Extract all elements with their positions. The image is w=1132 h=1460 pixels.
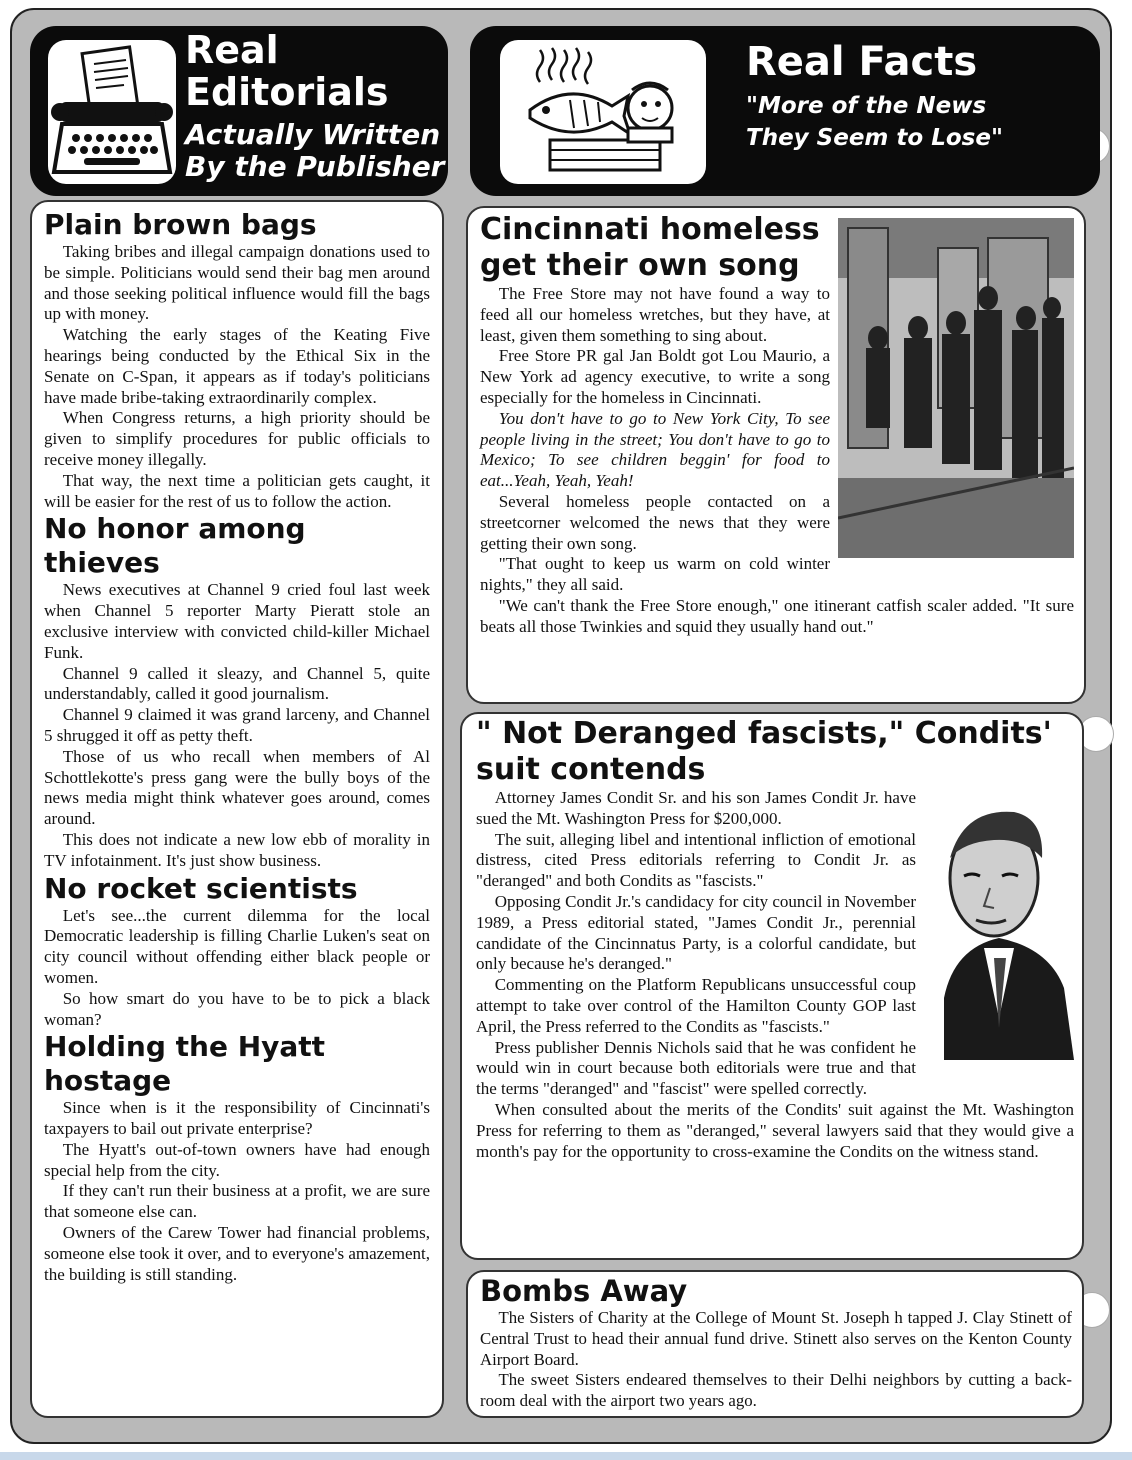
header-title-line2: Editorials xyxy=(185,70,389,114)
article-headline: Bombs Away xyxy=(480,1274,688,1308)
homeless-song-article xyxy=(466,206,1086,704)
facts-subtitle-line2: They Seem to Lose" xyxy=(746,125,1003,151)
article-paragraph: Attorney James Condit Sr. and his son James Condit Jr. have sued the Mt. Washington Press for $200,000. xyxy=(476,788,916,828)
article-paragraph: The Free Store may not have found a way to feed all our homeless wretches, but they have, at least, given them something to sing about. xyxy=(480,284,830,345)
article-paragraph: If they can't run their business at a profit, we are sure that someone else can. xyxy=(44,1181,430,1222)
article-paragraph: "We can't thank the Free Store enough," one itinerant catfish scaler added. "It sure beats all those Twinkies and squid they usually hand out." xyxy=(480,595,1074,636)
article-paragraph: Those of us who recall when members of Al Schottlekotte's press gang were the bully boys of the news media might think whatever goes around, comes around. xyxy=(44,746,430,829)
article-paragraph: Taking bribes and illegal campaign donations used to be simple. Politicians would send their bag men around and those seeking political influence would fill the bags up with money. xyxy=(44,242,430,324)
article-paragraph: Let's see...the current dilemma for the local Democratic leadership is filling Charlie Luken's seat on city council without offending either black people or women. xyxy=(44,905,430,987)
header-subtitle-line2: By the Publisher xyxy=(185,150,445,183)
article-paragraph: So how smart do you have to be to pick a black woman? xyxy=(44,988,430,1029)
article-headline: Holding the Hyatt hostage xyxy=(44,1030,326,1098)
article-paragraph: The Sisters of Charity at the College of Mount St. Joseph h tapped J. Clay Stinett of Central Trust to head their annual fund drive. Stinett also serves on the Kenton County Airport Board. xyxy=(480,1308,1072,1369)
article-paragraph: Opposing Condit Jr.'s candidacy for city council in November 1989, a Press editorial stated, "James Condit Jr., perennial candidate of the Cincinnatus Party, is a colorful candidate, but only because he's deranged." xyxy=(476,891,916,974)
editorials-panel xyxy=(30,200,444,1418)
article-paragraph: The sweet Sisters endeared themselves to their Delhi neighbors by cutting a back-room deal with the airport two years ago. xyxy=(480,1370,1072,1411)
article-paragraph: Watching the early stages of the Keating Five hearings being conducted by the Ethical Six in the Senate on C-Span, it appears as if today's politicians have made bribe-taking extraordinarily complex. xyxy=(44,325,430,407)
article-headline: Cincinnati homeless get their own song xyxy=(480,212,820,283)
man-portrait-photo xyxy=(924,788,1074,1060)
article-paragraph: Channel 9 claimed it was grand larceny, and Channel 5 shrugged it off as petty theft. xyxy=(44,705,430,745)
editorial-article xyxy=(44,208,430,512)
article-paragraph: When Congress returns, a high priority should be given to simplify procedures for public officials to receive money illegally. xyxy=(44,408,430,469)
fish-eating-boy-icon xyxy=(500,40,706,184)
article-paragraph: When consulted about the merits of the Condits' suit against the Mt. Washington Press for referring to them as "deranged," several lawyers said that they would give a month's pay for the opportunity to cross-examine the Condits on the witness stand. xyxy=(476,1099,1074,1161)
header-title-line1: Real xyxy=(185,28,279,72)
song-lyrics: You don't have to go to New York City, To see people living in the street; You don't have to go to Mexico; To see children beggin' for food to eat...Yeah, Yeah, Yeah! xyxy=(480,408,830,491)
article-paragraph: Owners of the Carew Tower had financial problems, someone else took it over, and to everyone's amazement, the building is still standing. xyxy=(44,1223,430,1284)
article-paragraph: This does not indicate a new low ebb of morality in TV infotainment. It's just show business. xyxy=(44,829,430,870)
editorial-article xyxy=(44,872,430,1031)
window-bottom-edge xyxy=(0,1452,1132,1460)
typewriter-icon xyxy=(48,40,176,184)
article-headline: No honor among thieves xyxy=(44,512,306,580)
article-paragraph: Press publisher Dennis Nichols said that he was confident he would win in court because both editorials were true and that the terms "deranged" and "fascist" were spelled correctly. xyxy=(476,1037,916,1099)
editorial-article xyxy=(44,512,430,871)
article-paragraph: Channel 9 called it sleazy, and Channel 5, quite understandably, called it good journalism. xyxy=(44,663,430,704)
article-paragraph: Several homeless people contacted on a streetcorner welcomed the news that they were getting their own song. xyxy=(480,491,830,553)
article-paragraph: Since when is it the responsibility of Cincinnati's taxpayers to bail out private enterprise? xyxy=(44,1098,430,1139)
article-headline: No rocket scientists xyxy=(44,871,358,905)
article-paragraph: That way, the next time a politician gets caught, it will be easier for the rest of us to follow the action. xyxy=(44,470,430,511)
homeless-people-photo xyxy=(838,218,1074,558)
article-headline: " Not Deranged fascists," Condits' suit contends xyxy=(476,716,1052,787)
bombs-away-article xyxy=(466,1270,1084,1418)
facts-title: Real Facts xyxy=(746,39,978,85)
editorials-header xyxy=(30,26,448,196)
article-paragraph: "That ought to keep us warm on cold winter nights," they all said. xyxy=(480,554,830,595)
header-subtitle-line1: Actually Written xyxy=(185,118,441,151)
condits-suit-article xyxy=(460,712,1084,1260)
article-headline: Plain brown bags xyxy=(44,208,317,241)
article-paragraph: Free Store PR gal Jan Boldt got Lou Maurio, a New York ad agency executive, to write a song especially for the homeless in Cincinnati. xyxy=(480,346,830,407)
article-paragraph: Commenting on the Platform Republicans unsuccessful coup attempt to take over control of the Hamilton County GOP last April, the Press referred to the Condits as "fascists." xyxy=(476,975,916,1036)
article-paragraph: The Hyatt's out-of-town owners have had enough special help from the city. xyxy=(44,1139,430,1180)
article-paragraph: The suit, alleging libel and intentional infliction of emotional distress, cited Press editorials referring to Condit Jr. as "deranged" and both Condits as "fascists." xyxy=(476,829,916,891)
editorial-article xyxy=(44,1030,430,1285)
article-paragraph: News executives at Channel 9 cried foul last week when Channel 5 reporter Marty Pieratt stole an exclusive interview with convicted child-killer Michael Funk. xyxy=(44,580,430,662)
facts-subtitle-line1: "More of the News xyxy=(746,93,987,119)
facts-header xyxy=(470,26,1100,196)
